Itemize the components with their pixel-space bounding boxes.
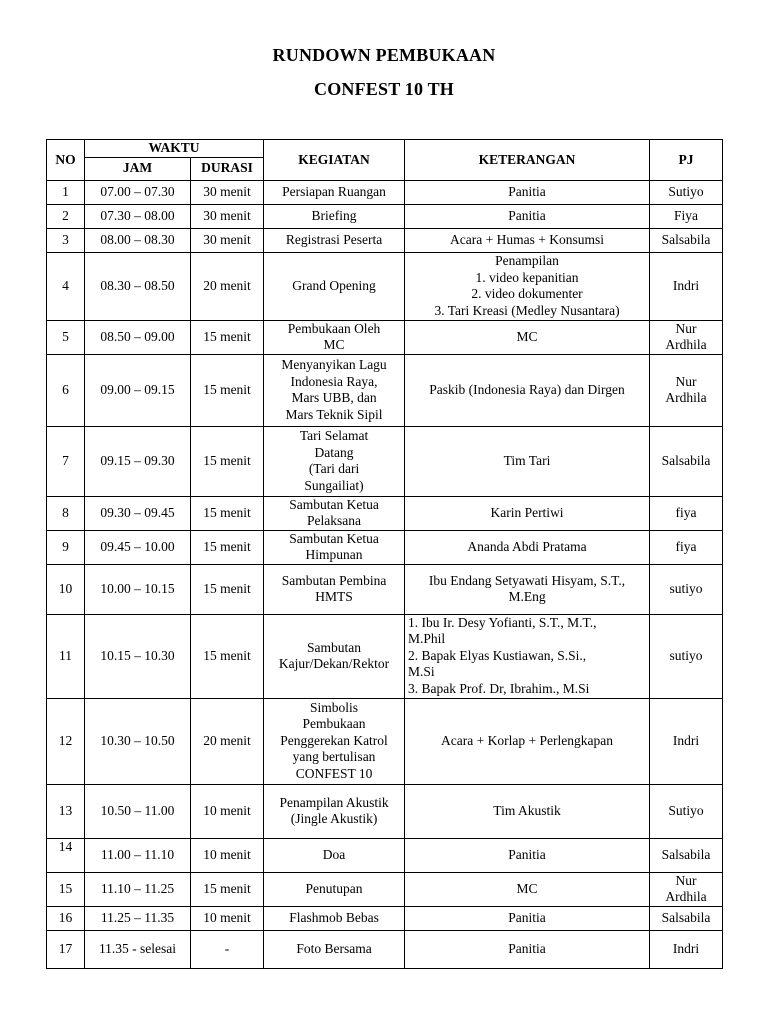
header-durasi: DURASI <box>191 157 264 180</box>
cell-keterangan <box>405 252 650 320</box>
cell-pj <box>650 906 723 930</box>
cell-kegiatan-line: Sambutan Ketua <box>289 496 379 512</box>
cell-no: 6 <box>47 354 85 426</box>
cell-durasi: 30 menit <box>191 228 264 252</box>
cell-jam: 09.30 – 09.45 <box>85 496 191 530</box>
cell-no: 7 <box>47 426 85 496</box>
cell-jam: 10.00 – 10.15 <box>85 564 191 614</box>
cell-keterangan-line: M.Si <box>408 664 435 680</box>
cell-kegiatan <box>264 228 405 252</box>
cell-keterangan-line: MC <box>516 328 538 344</box>
cell-keterangan <box>405 320 650 354</box>
cell-keterangan-line: M.Phil <box>408 631 446 647</box>
cell-kegiatan-line: (Tari dari <box>308 461 360 476</box>
cell-durasi: 10 menit <box>191 906 264 930</box>
table-row <box>47 228 723 252</box>
cell-keterangan-line: 3. Bapak Prof. Dr, Ibrahim., M.Si <box>408 680 590 696</box>
cell-pj-line: Sutiyo <box>668 802 704 818</box>
cell-pj <box>650 530 723 564</box>
cell-no: 11 <box>47 614 85 698</box>
cell-kegiatan <box>264 698 405 784</box>
table-header <box>47 140 723 181</box>
cell-pj <box>650 354 723 426</box>
cell-keterangan <box>405 872 650 906</box>
cell-pj-line: Sutiyo <box>668 183 704 199</box>
header-waktu: WAKTU <box>85 140 264 158</box>
cell-pj <box>650 838 723 872</box>
table-row <box>47 204 723 228</box>
cell-kegiatan-line: Penampilan Akustik <box>279 794 389 810</box>
cell-no: 8 <box>47 496 85 530</box>
table-row <box>47 496 723 530</box>
cell-pj-line: Indri <box>672 277 700 293</box>
cell-durasi: 10 menit <box>191 784 264 838</box>
cell-no: 2 <box>47 204 85 228</box>
table-row <box>47 320 723 354</box>
cell-kegiatan-line: MC <box>323 337 345 352</box>
cell-no: 10 <box>47 564 85 614</box>
cell-pj <box>650 564 723 614</box>
table-row <box>47 906 723 930</box>
cell-keterangan <box>405 426 650 496</box>
cell-pj <box>650 228 723 252</box>
cell-no: 3 <box>47 228 85 252</box>
cell-keterangan <box>405 180 650 204</box>
cell-jam: 10.30 – 10.50 <box>85 698 191 784</box>
cell-keterangan-line: Panitia <box>508 183 546 199</box>
cell-kegiatan-line: Registrasi Peserta <box>285 231 383 247</box>
cell-kegiatan <box>264 530 405 564</box>
cell-jam: 09.00 – 09.15 <box>85 354 191 426</box>
cell-keterangan-line: MC <box>516 880 538 896</box>
cell-durasi: 20 menit <box>191 252 264 320</box>
cell-durasi: 15 menit <box>191 872 264 906</box>
cell-pj <box>650 496 723 530</box>
cell-kegiatan <box>264 872 405 906</box>
cell-no: 12 <box>47 698 85 784</box>
cell-pj-line: Ardhila <box>665 390 707 405</box>
cell-pj-line: Nur <box>675 373 697 389</box>
cell-pj <box>650 426 723 496</box>
cell-kegiatan-line: Kajur/Dekan/Rektor <box>278 656 390 671</box>
table-row <box>47 426 723 496</box>
rundown-table <box>46 139 723 969</box>
cell-jam: 10.50 – 11.00 <box>85 784 191 838</box>
cell-no: 17 <box>47 930 85 968</box>
cell-keterangan <box>405 930 650 968</box>
cell-pj-line: Salsabila <box>661 909 711 925</box>
cell-durasi: 15 menit <box>191 530 264 564</box>
cell-no: 15 <box>47 872 85 906</box>
cell-pj-line: fiya <box>675 504 697 520</box>
cell-keterangan-line: 2. video dokumenter <box>471 286 583 301</box>
cell-pj-line: Ardhila <box>665 889 707 904</box>
cell-kegiatan-line: Sambutan Ketua <box>289 530 379 546</box>
cell-pj-line: Salsabila <box>661 231 711 247</box>
cell-kegiatan <box>264 496 405 530</box>
cell-no: 9 <box>47 530 85 564</box>
table-row <box>47 180 723 204</box>
cell-jam: 08.50 – 09.00 <box>85 320 191 354</box>
cell-pj <box>650 204 723 228</box>
cell-keterangan <box>405 614 650 698</box>
cell-keterangan <box>405 698 650 784</box>
table-row <box>47 872 723 906</box>
cell-keterangan-line: Tim Tari <box>503 452 551 468</box>
table-row <box>47 530 723 564</box>
cell-pj <box>650 930 723 968</box>
cell-jam: 09.45 – 10.00 <box>85 530 191 564</box>
cell-kegiatan-line: Indonesia Raya, <box>290 373 378 389</box>
cell-kegiatan-line: Grand Opening <box>292 277 376 293</box>
cell-jam: 07.00 – 07.30 <box>85 180 191 204</box>
cell-kegiatan <box>264 838 405 872</box>
cell-kegiatan-line: Mars UBB, dan <box>291 390 377 405</box>
cell-jam: 11.10 – 11.25 <box>85 872 191 906</box>
cell-no: 13 <box>47 784 85 838</box>
cell-kegiatan-line: Penggerekan Katrol <box>280 732 388 748</box>
cell-pj-line: Nur <box>675 872 697 888</box>
cell-no: 4 <box>47 252 85 320</box>
header-jam: JAM <box>85 157 191 180</box>
header-keterangan: KETERANGAN <box>405 140 650 181</box>
cell-kegiatan-line: Pembukaan Oleh <box>287 320 381 336</box>
cell-pj-line: Fiya <box>674 207 699 223</box>
table-row <box>47 564 723 614</box>
cell-jam: 09.15 – 09.30 <box>85 426 191 496</box>
cell-kegiatan <box>264 614 405 698</box>
cell-kegiatan-line: (Jingle Akustik) <box>290 811 378 826</box>
cell-kegiatan-line: Foto Bersama <box>296 940 372 956</box>
table-row <box>47 698 723 784</box>
header-pj: PJ <box>650 140 723 181</box>
cell-keterangan <box>405 354 650 426</box>
cell-keterangan-line: 1. Ibu Ir. Desy Yofianti, S.T., M.T., <box>408 614 597 630</box>
cell-no: 14 <box>47 838 85 872</box>
cell-keterangan <box>405 784 650 838</box>
cell-kegiatan-line: Himpunan <box>305 547 363 562</box>
cell-durasi: 15 menit <box>191 614 264 698</box>
cell-kegiatan-line: Menyanyikan Lagu <box>281 357 387 372</box>
cell-pj <box>650 614 723 698</box>
cell-keterangan-line: Paskib (Indonesia Raya) dan Dirgen <box>429 381 625 397</box>
cell-pj-line: sutiyo <box>669 580 703 596</box>
cell-keterangan-line: Ananda Abdi Pratama <box>467 538 587 554</box>
cell-keterangan-line: Karin Pertiwi <box>490 504 564 520</box>
cell-keterangan-line: Panitia <box>508 207 546 223</box>
table-row <box>47 784 723 838</box>
cell-pj-line: Ardhila <box>665 337 707 352</box>
cell-keterangan <box>405 564 650 614</box>
cell-keterangan <box>405 496 650 530</box>
cell-jam: 11.25 – 11.35 <box>85 906 191 930</box>
cell-pj <box>650 252 723 320</box>
cell-jam: 11.35 - selesai <box>85 930 191 968</box>
cell-jam: 11.00 – 11.10 <box>85 838 191 872</box>
header-no: NO <box>47 140 85 181</box>
cell-keterangan-line: Acara + Korlap + Perlengkapan <box>441 732 613 748</box>
cell-kegiatan-line: Briefing <box>311 207 357 223</box>
cell-keterangan-line: Tim Akustik <box>493 802 561 818</box>
cell-durasi: 15 menit <box>191 564 264 614</box>
table-row <box>47 838 723 872</box>
cell-kegiatan-line: Penutupan <box>305 880 363 896</box>
cell-jam: 08.30 – 08.50 <box>85 252 191 320</box>
cell-kegiatan <box>264 252 405 320</box>
cell-pj-line: fiya <box>675 538 697 554</box>
cell-kegiatan-line: Sambutan Pembina <box>281 572 387 588</box>
cell-pj-line: Salsabila <box>661 452 711 468</box>
cell-pj-line: sutiyo <box>669 647 703 663</box>
document-title: RUNDOWN PEMBUKAAN <box>272 45 496 65</box>
cell-pj-line: Indri <box>672 732 700 748</box>
cell-pj-line: Salsabila <box>661 846 711 862</box>
table-row <box>47 252 723 320</box>
cell-pj <box>650 320 723 354</box>
cell-kegiatan <box>264 354 405 426</box>
cell-kegiatan-line: Flashmob Bebas <box>289 909 379 925</box>
cell-pj <box>650 180 723 204</box>
cell-kegiatan <box>264 204 405 228</box>
cell-keterangan-line: Acara + Humas + Konsumsi <box>450 231 604 247</box>
cell-durasi: 20 menit <box>191 698 264 784</box>
cell-kegiatan <box>264 930 405 968</box>
cell-kegiatan <box>264 784 405 838</box>
table-body <box>47 180 723 968</box>
cell-no: 5 <box>47 320 85 354</box>
cell-kegiatan-line: Persiapan Ruangan <box>282 183 386 199</box>
cell-durasi: 15 menit <box>191 496 264 530</box>
cell-kegiatan-line: Pembukaan <box>302 716 366 732</box>
table-row <box>47 354 723 426</box>
cell-keterangan <box>405 228 650 252</box>
cell-durasi: - <box>191 930 264 968</box>
document-subtitle: CONFEST 10 TH <box>314 79 454 99</box>
cell-no: 16 <box>47 906 85 930</box>
cell-kegiatan-line: Doa <box>322 846 346 862</box>
cell-jam: 07.30 – 08.00 <box>85 204 191 228</box>
cell-keterangan <box>405 530 650 564</box>
cell-durasi: 15 menit <box>191 426 264 496</box>
cell-kegiatan <box>264 426 405 496</box>
cell-durasi: 30 menit <box>191 180 264 204</box>
cell-kegiatan <box>264 564 405 614</box>
cell-keterangan-line: 3. Tari Kreasi (Medley Nusantara) <box>434 302 620 318</box>
cell-pj <box>650 698 723 784</box>
cell-kegiatan-line: Datang <box>314 444 354 460</box>
cell-kegiatan-line: Sungailiat) <box>304 477 364 493</box>
cell-pj-line: Indri <box>672 940 700 956</box>
cell-pj <box>650 784 723 838</box>
cell-kegiatan-line: Tari Selamat <box>299 428 369 443</box>
table-row <box>47 930 723 968</box>
header-kegiatan: KEGIATAN <box>264 140 405 181</box>
cell-pj-line: Nur <box>675 320 697 336</box>
cell-kegiatan-line: Pelaksana <box>307 513 361 528</box>
cell-durasi: 10 menit <box>191 838 264 872</box>
cell-durasi: 15 menit <box>191 354 264 426</box>
table-row <box>47 614 723 698</box>
cell-kegiatan-line: Sambutan <box>307 639 362 655</box>
cell-keterangan-line: M.Eng <box>508 589 546 604</box>
cell-kegiatan-line: Simbolis <box>310 699 359 715</box>
cell-jam: 08.00 – 08.30 <box>85 228 191 252</box>
cell-keterangan-line: Panitia <box>508 846 546 862</box>
cell-kegiatan-line: HMTS <box>315 589 353 604</box>
cell-keterangan <box>405 906 650 930</box>
cell-kegiatan-line: yang bertulisan <box>292 749 376 765</box>
cell-keterangan-line: 2. Bapak Elyas Kustiawan, S.Si., <box>408 647 587 663</box>
cell-keterangan-line: Penampilan <box>495 253 559 268</box>
cell-keterangan-line: 1. video kepanitian <box>475 269 579 285</box>
cell-keterangan-line: Panitia <box>508 909 546 925</box>
cell-jam: 10.15 – 10.30 <box>85 614 191 698</box>
cell-pj <box>650 872 723 906</box>
cell-durasi: 15 menit <box>191 320 264 354</box>
cell-kegiatan-line: CONFEST 10 <box>295 765 373 781</box>
cell-keterangan <box>405 838 650 872</box>
cell-durasi: 30 menit <box>191 204 264 228</box>
cell-kegiatan-line: Mars Teknik Sipil <box>285 406 383 422</box>
cell-no: 1 <box>47 180 85 204</box>
cell-kegiatan <box>264 180 405 204</box>
cell-kegiatan <box>264 320 405 354</box>
cell-keterangan-line: Panitia <box>508 940 546 956</box>
cell-kegiatan <box>264 906 405 930</box>
cell-keterangan <box>405 204 650 228</box>
cell-keterangan-line: Ibu Endang Setyawati Hisyam, S.T., <box>428 572 626 588</box>
